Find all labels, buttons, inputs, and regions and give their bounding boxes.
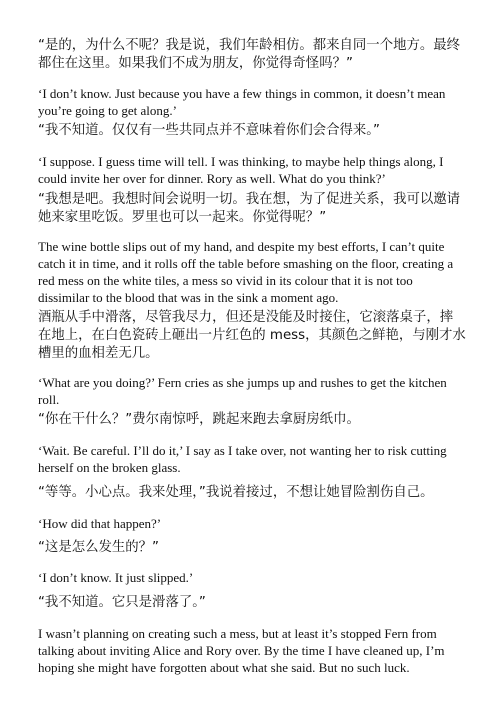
paragraph-zh-8: “我不知道。它只是滑落了。” (38, 595, 206, 610)
paragraph-zh-3: “我想是吧。我想时间会说明一切。我在想，为了促进关系，我可以邀请她来家里吃饭。罗里也可以一起来。你觉得呢？” (38, 192, 461, 225)
paragraph-en-8: I wasn’t planning on creating such a mess, but at least it’s stopped Fern from talking about inviting Alice and Rory over. By the time I have cleaned up, I’m hoping she might have forgotten about what she said. But no such luck. (38, 626, 445, 675)
paragraph-en-4: ‘What are you doing?’ Fern cries as she jumps up and rushes to get the kitchen roll. (38, 375, 447, 407)
paragraph-zh-4: 酒瓶从手中滑落，尽管我尽力，但还是没能及时接住，它滚落桌子，摔在地上，在白色瓷砖上砸出一片红色的 mess，其颜色之鲜艳，与刚才水槽里的血相差无几。 (38, 310, 466, 361)
paragraph-zh-6: “等等。小心点。我来处理，”我说着接过，不想让她冒险割伤自己。 (38, 485, 434, 500)
paragraph-zh-2: “我不知道。仅仅有一些共同点并不意味着你们会合得来。” (38, 123, 380, 138)
paragraph-en-5: ‘Wait. Be careful. I’ll do it,’ I say as I take over, not wanting her to risk cutting herself on the broken glass. (38, 443, 447, 475)
paragraph-en-2: ‘I suppose. I guess time will tell. I was thinking, to maybe help things along, I could invite her over for dinner. Rory as well. What do you think?’ (38, 154, 444, 186)
paragraph-en-6: ‘How did that happen?’ (38, 516, 162, 531)
paragraph-en-1: ‘I don’t know. Just because you have a few things in common, it doesn’t mean you’re going to get along.’ (38, 86, 446, 118)
paragraph-zh-1: “是的，为什么不呢？我是说，我们年龄相仿。都来自同一个地方。最终都住在这里。如果我们不成为朋友，你觉得奇怪吗？” (38, 38, 461, 71)
paragraph-zh-7: “这是怎么发生的？” (38, 540, 159, 555)
paragraph-en-3: The wine bottle slips out of my hand, and despite my best efforts, I can’t quite catch it in time, and it rolls off the table before smashing on the floor, creating a red mess on the white tiles, a mess so vivid in its colour that it is not too dissimilar to the blood that was in the sink a moment ago. (38, 239, 454, 305)
paragraph-zh-5: “你在干什么？”费尔南惊呼，跳起来跑去拿厨房纸巾。 (38, 412, 360, 427)
paragraph-en-7: ‘I don’t know. It just slipped.’ (38, 570, 194, 585)
